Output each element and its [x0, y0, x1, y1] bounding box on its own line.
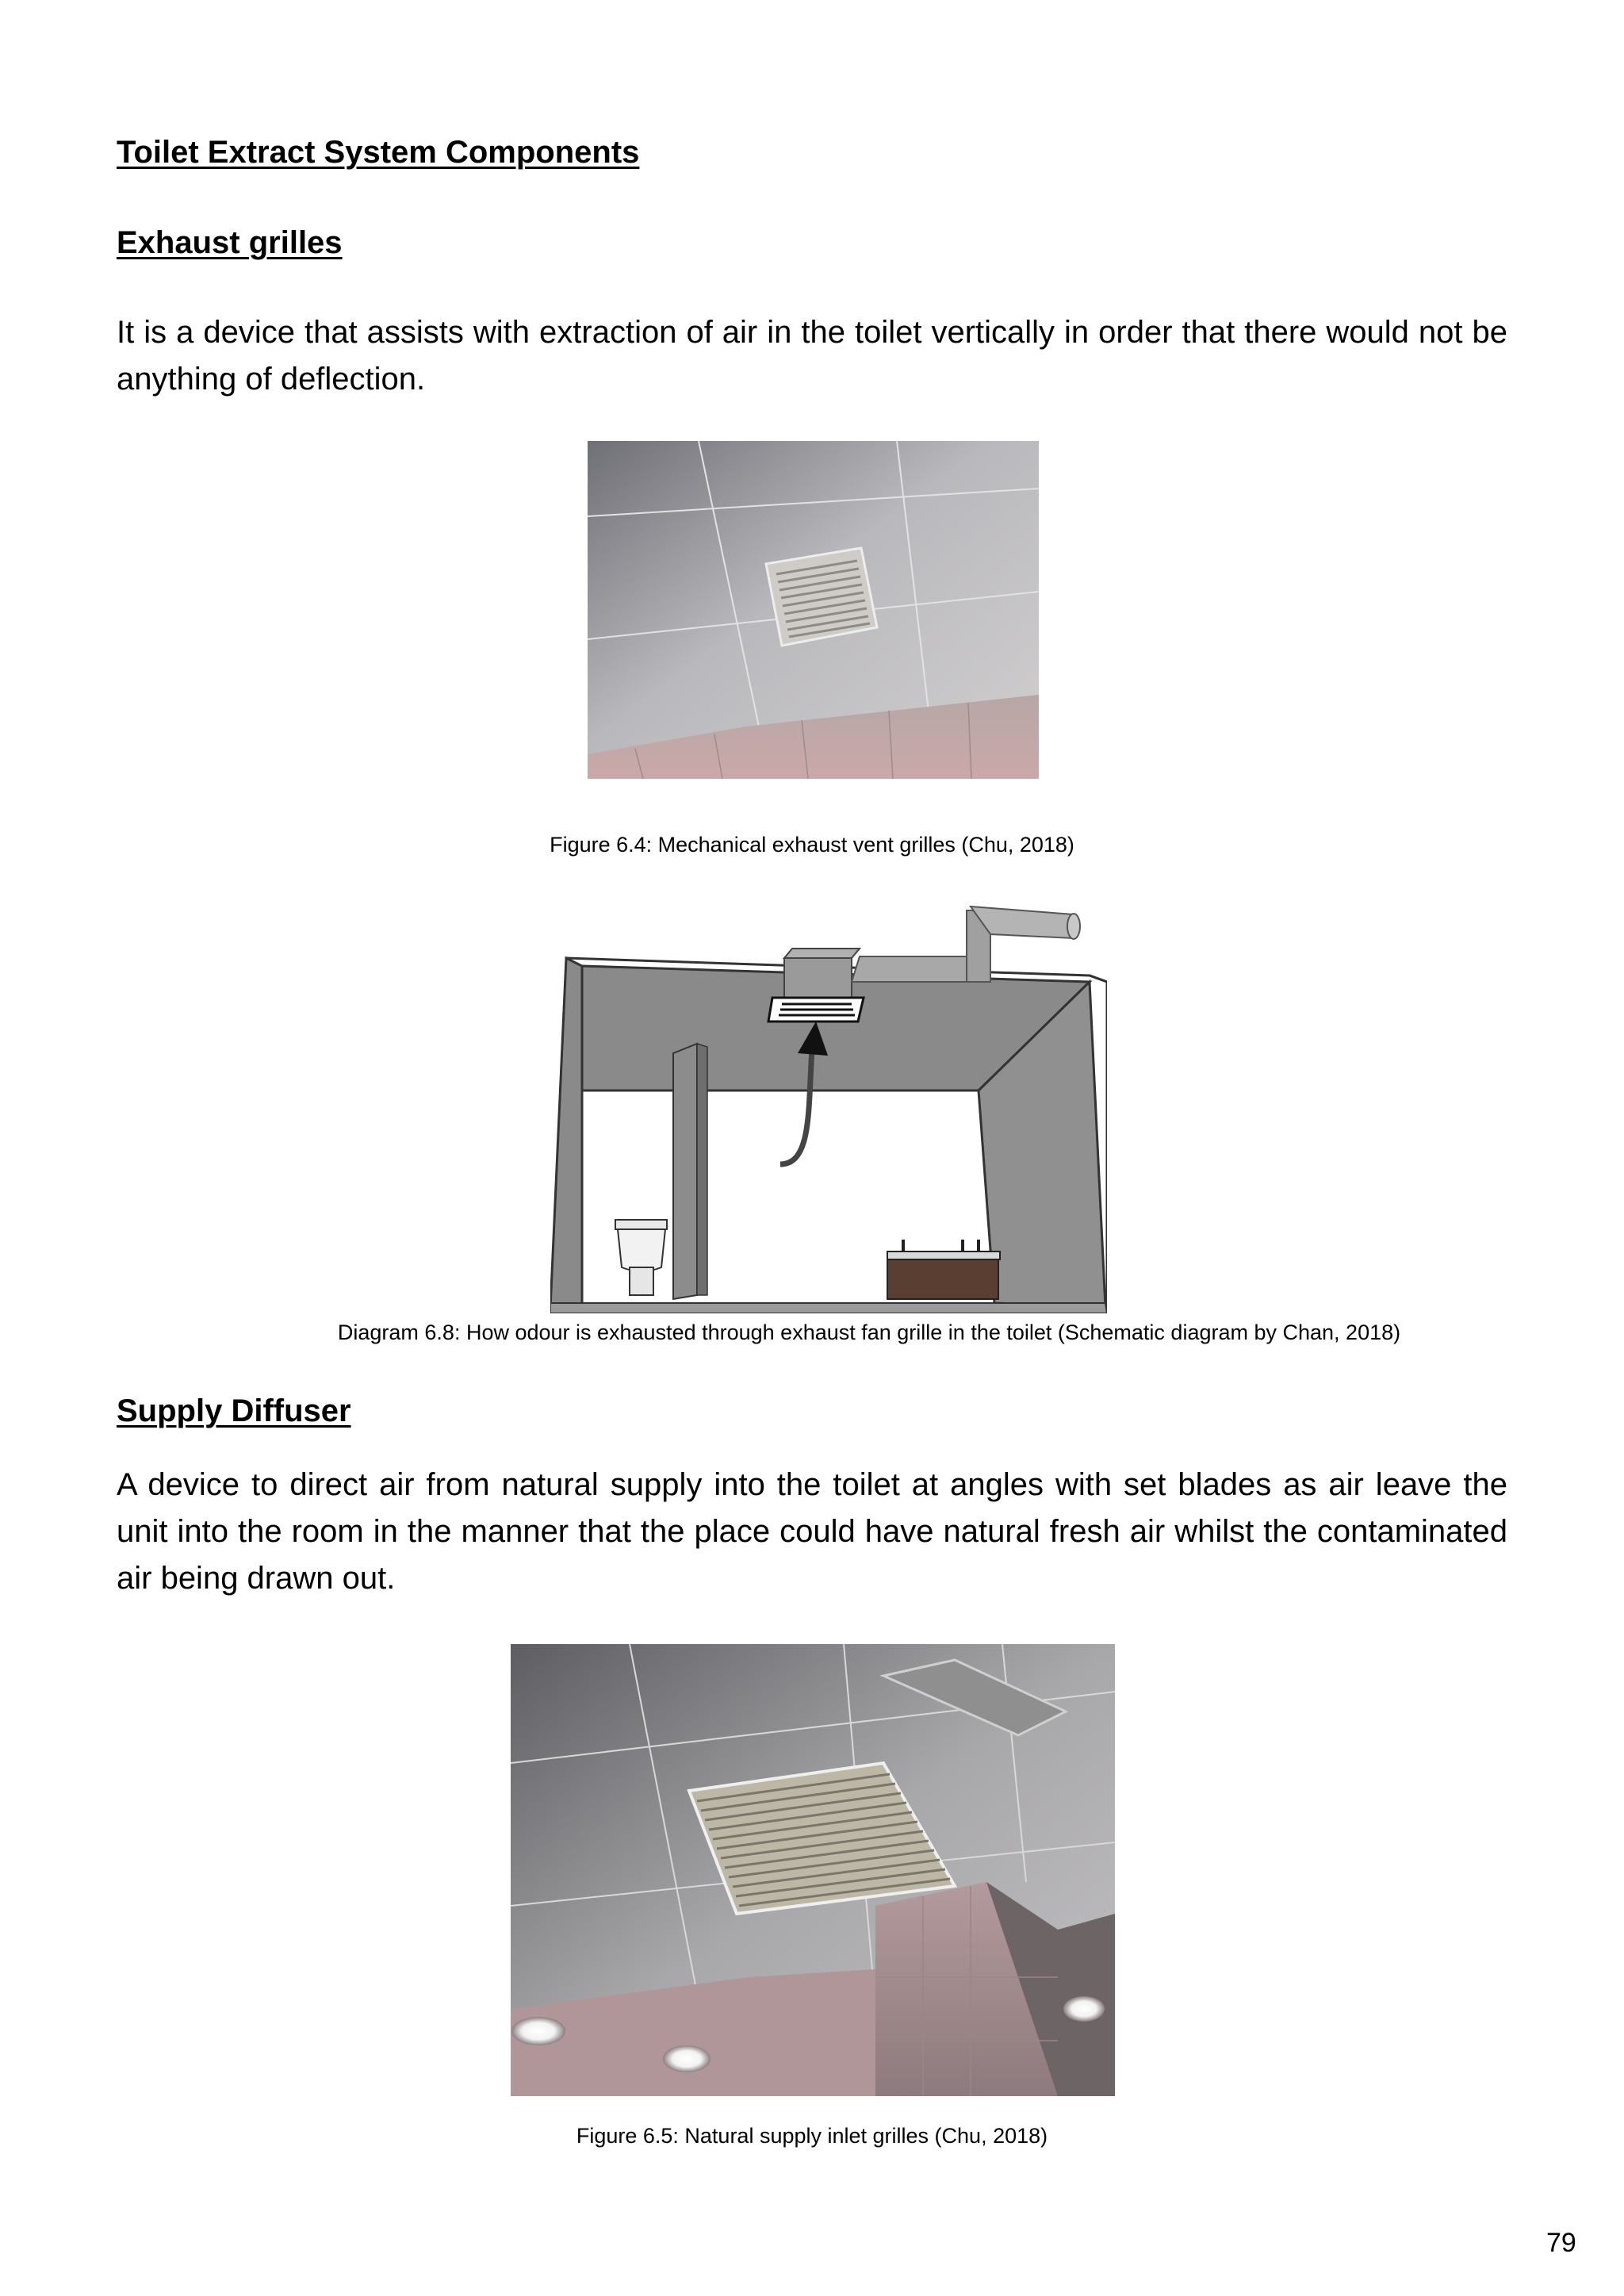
- figure-6-5-caption: Figure 6.5: Natural supply inlet grilles (Chu, 2018): [576, 2124, 1048, 2148]
- supply-diffuser-heading: Supply Diffuser: [117, 1393, 351, 1428]
- section-title: Toilet Extract System Components: [117, 135, 640, 170]
- figure-6-4-caption: Figure 6.4: Mechanical exhaust vent grilles (Chu, 2018): [550, 833, 1074, 857]
- supply-diffuser-paragraph: A device to direct air from natural supply into the toilet at angles with set blades as air leave the unit into the room in the manner that the place could have natural fresh air whilst the contaminated air being drawn out.: [117, 1467, 1507, 1596]
- toilet-exhaust-schematic-diagram: [550, 903, 1107, 1313]
- exhaust-grille-photo: [588, 441, 1039, 779]
- page-number: 79: [1546, 2228, 1576, 2258]
- exhaust-grilles-heading: Exhaust grilles: [117, 225, 343, 260]
- exhaust-grilles-paragraph: It is a device that assists with extraction of air in the toilet vertically in order that there would not be anything of deflection.: [117, 315, 1507, 397]
- diagram-6-8-caption: Diagram 6.8: How odour is exhausted through exhaust fan grille in the toilet (Schematic diagram by Chan, 2018): [337, 1320, 1401, 1344]
- supply-diffuser-photo: [511, 1644, 1115, 2096]
